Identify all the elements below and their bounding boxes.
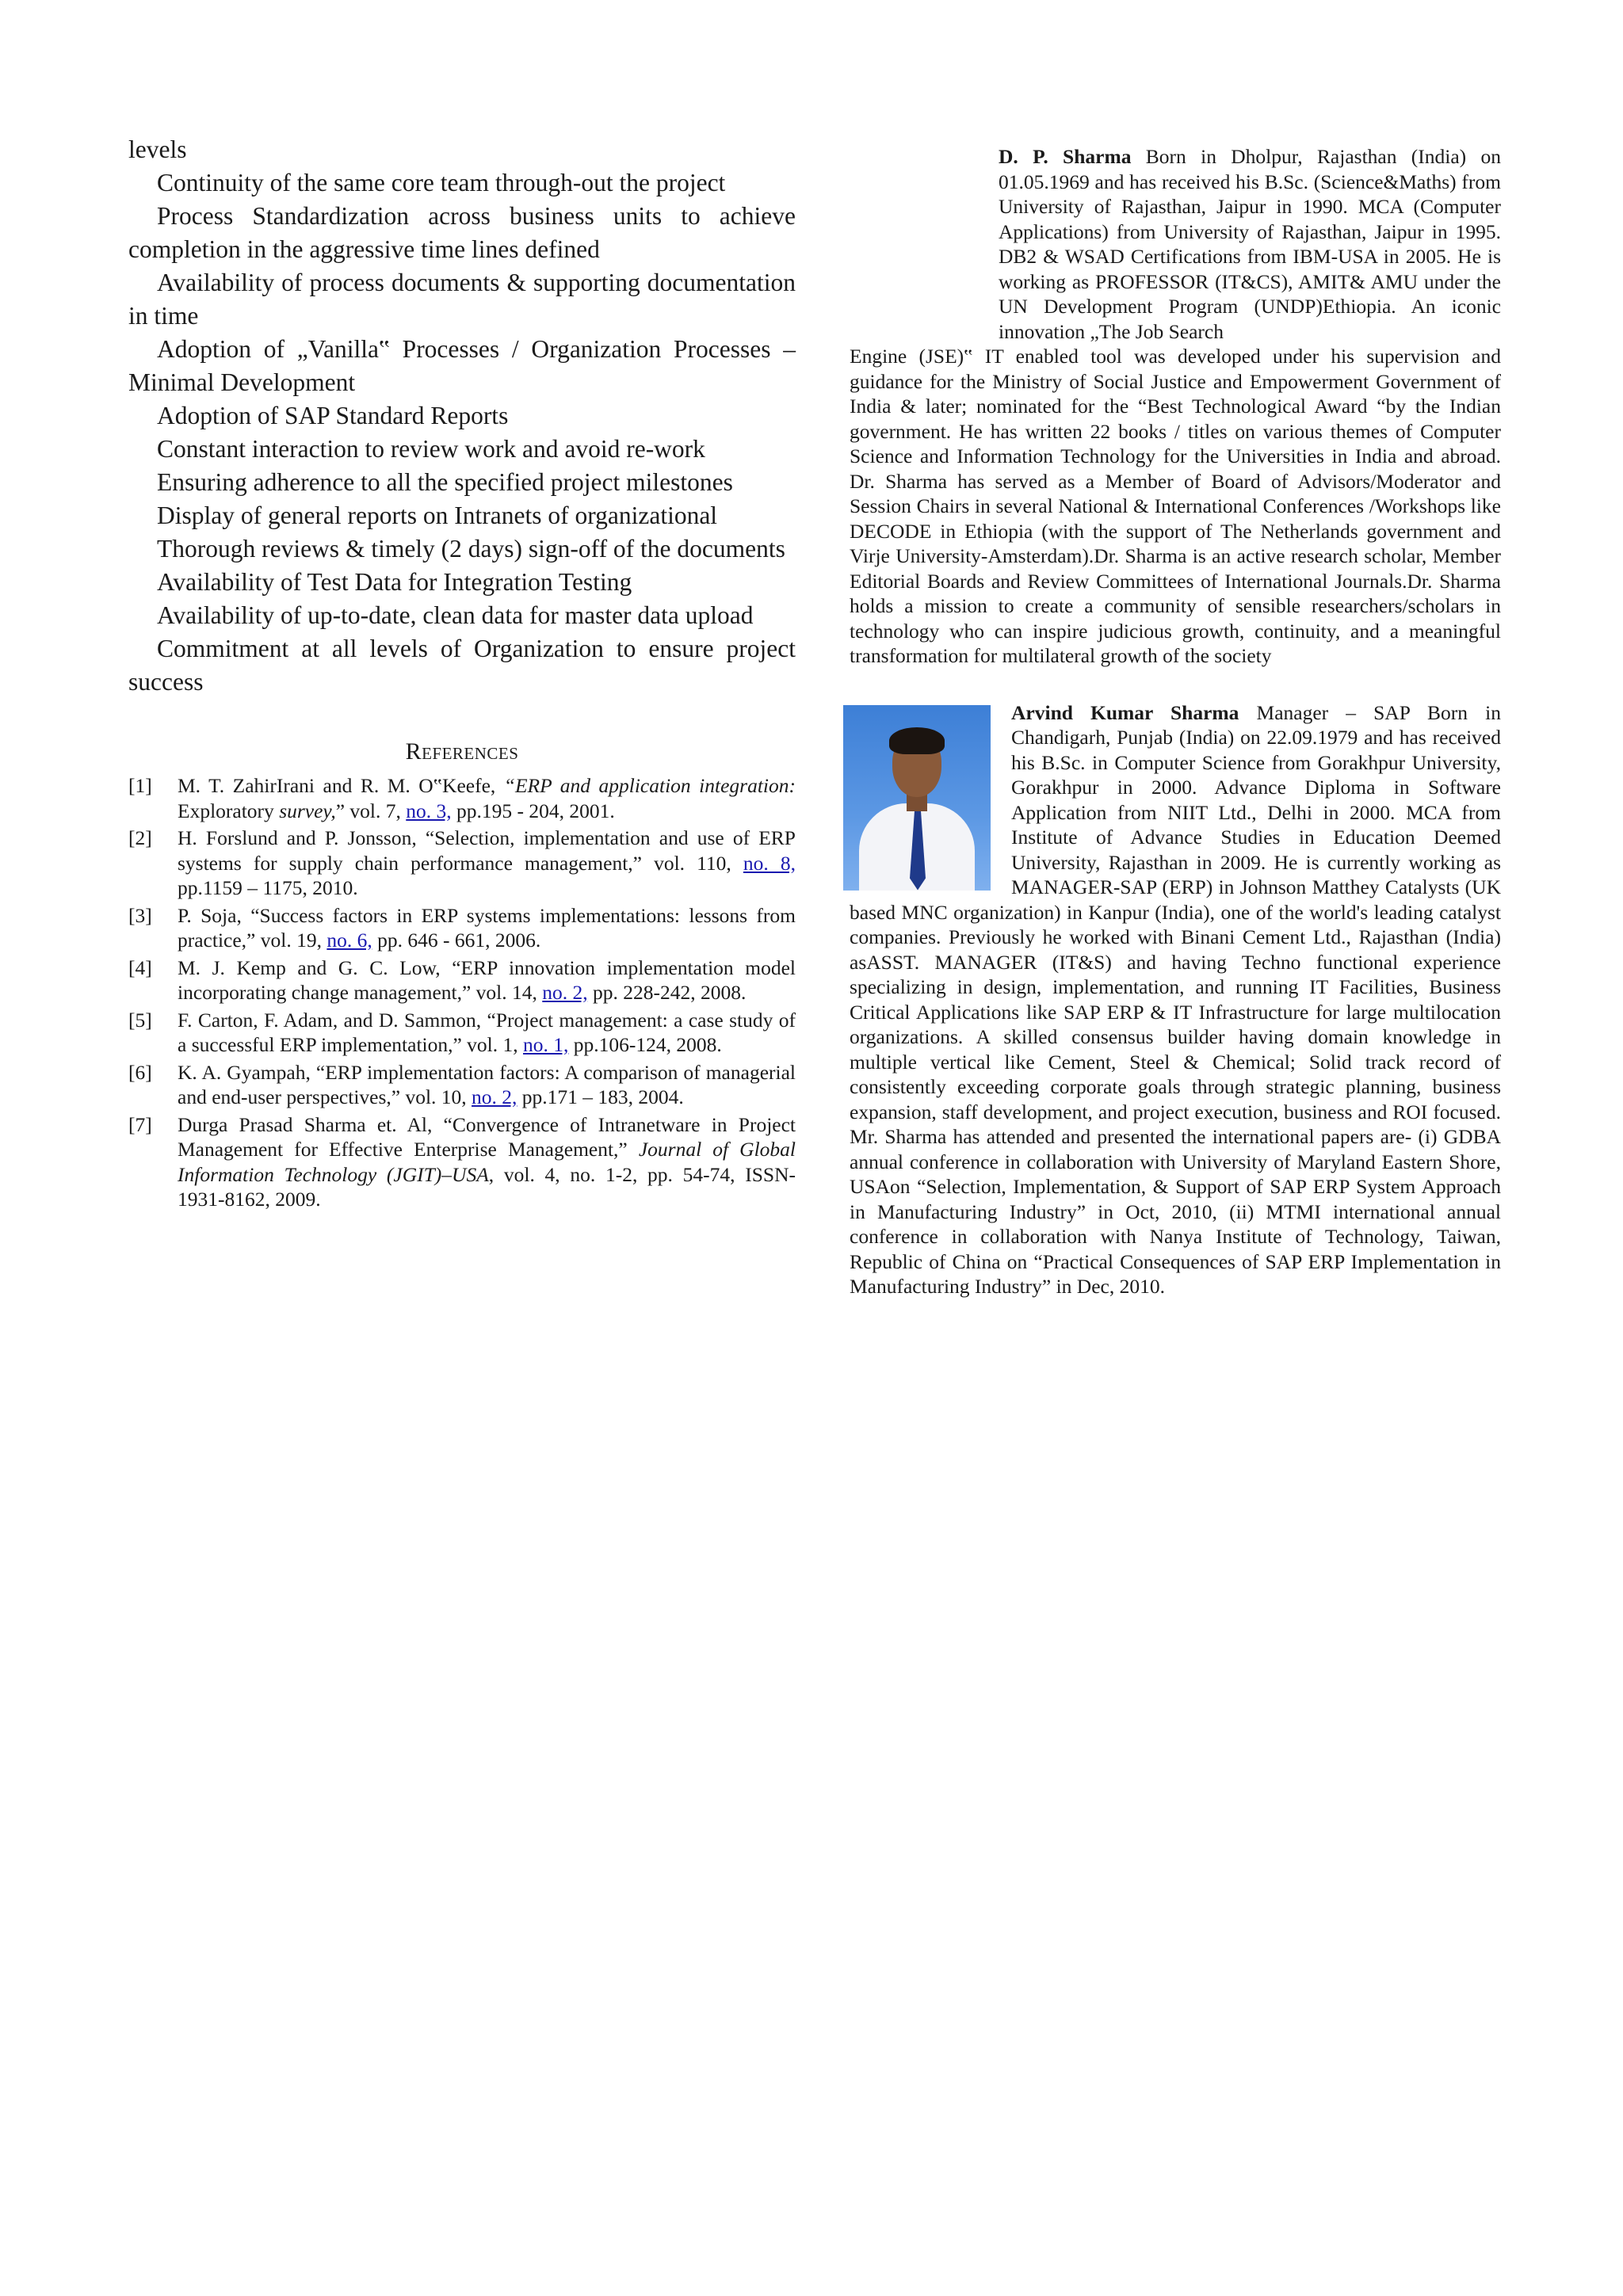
- list-item: Availability of up-to-date, clean data for master data upload: [157, 601, 754, 629]
- reference-number: [2]: [128, 826, 152, 849]
- issue-link[interactable]: no. 1,: [523, 1033, 569, 1056]
- list-item: levels: [128, 135, 187, 163]
- bio-text-continued: Engine (JSE)‟ IT enabled tool was developed under his supervision and guidance for the Ministry of Social Justice and Empowerment Government of India & later; nominated for the “Best Technological Award “by the Indian government. He has written 22 books / titles on various themes of Computer Science and Information Technology for the Universities in India and abroad. Dr. Sharma has served as a Member of Board of Advisors/Moderator and Session Chairs in several National & International Conferences /Workshops like DECODE in Ethiopia (with the support of The Netherlands government and Virje University-Amsterdam).Dr. Sharma is an active research scholar, Member Editorial Boards and Review Committees of International Journals.Dr. Sharma holds a mission to create a community of sensible researchers/scholars in technology who can inspire judicious growth, continuity, and a meaningful transformation for multilateral growth of the society: [850, 345, 1501, 667]
- issue-link[interactable]: no. 2,: [472, 1085, 517, 1108]
- issue-link[interactable]: no. 2,: [542, 981, 588, 1004]
- reference-item: [128, 1112, 796, 1212]
- right-column: [850, 144, 1501, 1299]
- reference-item: [128, 903, 796, 953]
- issue-link[interactable]: no. 6,: [327, 929, 372, 952]
- references-list: [128, 773, 796, 1212]
- list-item: Availability of process documents & supporting documentation in time: [128, 269, 796, 330]
- reference-number: [3]: [128, 903, 152, 927]
- reference-item: [128, 826, 796, 901]
- reference-italic: Journal of Global Information Technology (JGIT)–USA: [178, 1138, 796, 1186]
- reference-text: F. Carton, F. Adam, and D. Sammon, “Project management: a case study of a successful ERP implementation,” vol. 1,: [178, 1008, 796, 1056]
- list-item: Adoption of SAP Standard Reports: [157, 402, 509, 429]
- list-item: Ensuring adherence to all the specified project milestones: [157, 468, 733, 496]
- reference-item: [128, 1060, 796, 1110]
- list-item: Adoption of „Vanilla‟ Processes / Organization Processes – Minimal Development: [128, 335, 796, 396]
- list-item: Process Standardization across business units to achieve completion in the aggressive time lines defined: [128, 202, 796, 263]
- reference-text: pp.195 - 204, 2001.: [451, 799, 615, 822]
- reference-text: Exploratory: [178, 799, 280, 822]
- list-item: Thorough reviews & timely (2 days) sign-off of the documents: [157, 535, 785, 563]
- reference-text: P. Soja, “Success factors in ERP systems implementations: lessons from practice,” vol. 19,: [178, 903, 796, 952]
- reference-number: [1]: [128, 774, 152, 797]
- bio-text: Born in Dholpur, Rajasthan (India) on 01.05.1969 and has received his B.Sc. (Science&Maths) from University of Rajasthan, Jaipur in 1990. MCA (Computer Applications) from University of Rajasthan, Jaipur in 1995. DB2 & WSAD Certifications from IBM-USA in 2005. He is working as PROFESSOR (IT&CS), AMIT& AMU under the UN Development Program (UNDP)Ethiopia. An iconic innovation „The Job Search: [999, 145, 1501, 343]
- reference-text: K. A. Gyampah, “ERP implementation factors: A comparison of managerial and end-user perspectives,” vol. 10,: [178, 1060, 796, 1108]
- reference-item: [128, 955, 796, 1005]
- references-heading: References: [405, 738, 519, 765]
- list-item: Continuity of the same core team through-out the project: [157, 169, 726, 196]
- list-item: Display of general reports on Intranets of organizational: [157, 502, 718, 529]
- issue-link[interactable]: no. 8,: [743, 851, 796, 875]
- biography-arvind-sharma: [850, 700, 1501, 1299]
- issue-link[interactable]: no. 3,: [406, 799, 452, 822]
- left-column: [128, 133, 796, 1215]
- reference-number: [4]: [128, 955, 152, 979]
- reference-text: M. J. Kemp and G. C. Low, “ERP innovation implementation model incorporating change management,” vol. 14,: [178, 955, 796, 1004]
- author-photo: [843, 705, 991, 891]
- reference-number: [5]: [128, 1008, 152, 1032]
- reference-text: Durga Prasad Sharma et. Al, “Convergence of Intranetware in Project Management for Effective Enterprise Management,”: [178, 1112, 796, 1161]
- reference-text: , vol. 4, no. 1-2, pp. 54-74, ISSN-1931-8162, 2009.: [178, 1162, 796, 1211]
- biography-dp-sharma: [850, 144, 1501, 669]
- reference-text: ” vol. 7,: [335, 799, 407, 822]
- list-item: Constant interaction to review work and avoid re-work: [157, 435, 705, 463]
- author-name: D. P. Sharma: [999, 145, 1132, 168]
- reference-text: pp.106-124, 2008.: [568, 1033, 722, 1056]
- list-item: Availability of Test Data for Integration Testing: [157, 568, 632, 596]
- photo-hair: [889, 727, 945, 754]
- bio-lead: [999, 144, 1501, 344]
- reference-number: [7]: [128, 1112, 152, 1136]
- success-factors-list: [128, 133, 796, 699]
- bio-text: Manager – SAP Born in Chandigarh, Punjab (India) on 22.09.1979 and has received his B.Sc. in Computer Science from Gorakhpur University, Gorakhpur in 2000. Advance Diploma in Software Application from NIIT Ltd., Delhi in 2000. MCA from Institute of Advance Studies in Education Deemed University, Rajasthan in 2009. He is currently working as MANAGER-SAP (ERP) in Johnson Matthey Catalysts (UK based MNC organization) in Kanpur (India), one of the world's leading catalyst companies. Previously he worked with Binani Cement Ltd., Rajasthan (India) asASST. MANAGER (IT&S) and having Techno functional experience specializing in design, implementation, and running IT Facilities, Business Critical Applications like SAP ERP & IT Infrastructure for large multilocation organizations. A skilled consensus builder having domain knowledge in multiple vertical like Cement, Steel & Chemical; Solid track record of consistently exceeding corporate goals through strategic planning, business expansion, staff development, and project execution, business and ROI focused. Mr. Sharma has attended and presented the international papers are- (i) GDBA annual conference in collaboration with University of Maryland Eastern Shore, USAon “Selection, Implementation, & Support of SAP ERP System Approach in Manufacturing Industry” in Oct, 2010, (ii) MTMI international annual conference in collaboration with Nanya Institute of Technology, Taiwan, Republic of China on “Practical Consequences of SAP ERP Implementation in Manufacturing Industry” in Dec, 2010.: [850, 700, 1501, 1298]
- list-item: Commitment at all levels of Organization to ensure project success: [128, 635, 796, 696]
- reference-text: pp.1159 – 1175, 2010.: [178, 876, 358, 899]
- reference-italic: “ERP and application integration:: [503, 774, 796, 797]
- reference-text: H. Forslund and P. Jonsson, “Selection, implementation and use of ERP systems for supply chain performance management,” vol. 110,: [178, 826, 796, 875]
- reference-text: pp. 646 - 661, 2006.: [372, 929, 541, 952]
- reference-text: pp.171 – 183, 2004.: [517, 1085, 684, 1108]
- reference-item: [128, 773, 796, 823]
- reference-text: M. T. ZahirIrani and R. M. O‟Keefe,: [178, 774, 504, 797]
- author-name: Arvind Kumar Sharma: [1011, 700, 1239, 724]
- reference-text: pp. 228-242, 2008.: [587, 981, 747, 1004]
- reference-number: [6]: [128, 1060, 152, 1084]
- reference-item: [128, 1008, 796, 1058]
- reference-italic: survey,: [279, 799, 336, 822]
